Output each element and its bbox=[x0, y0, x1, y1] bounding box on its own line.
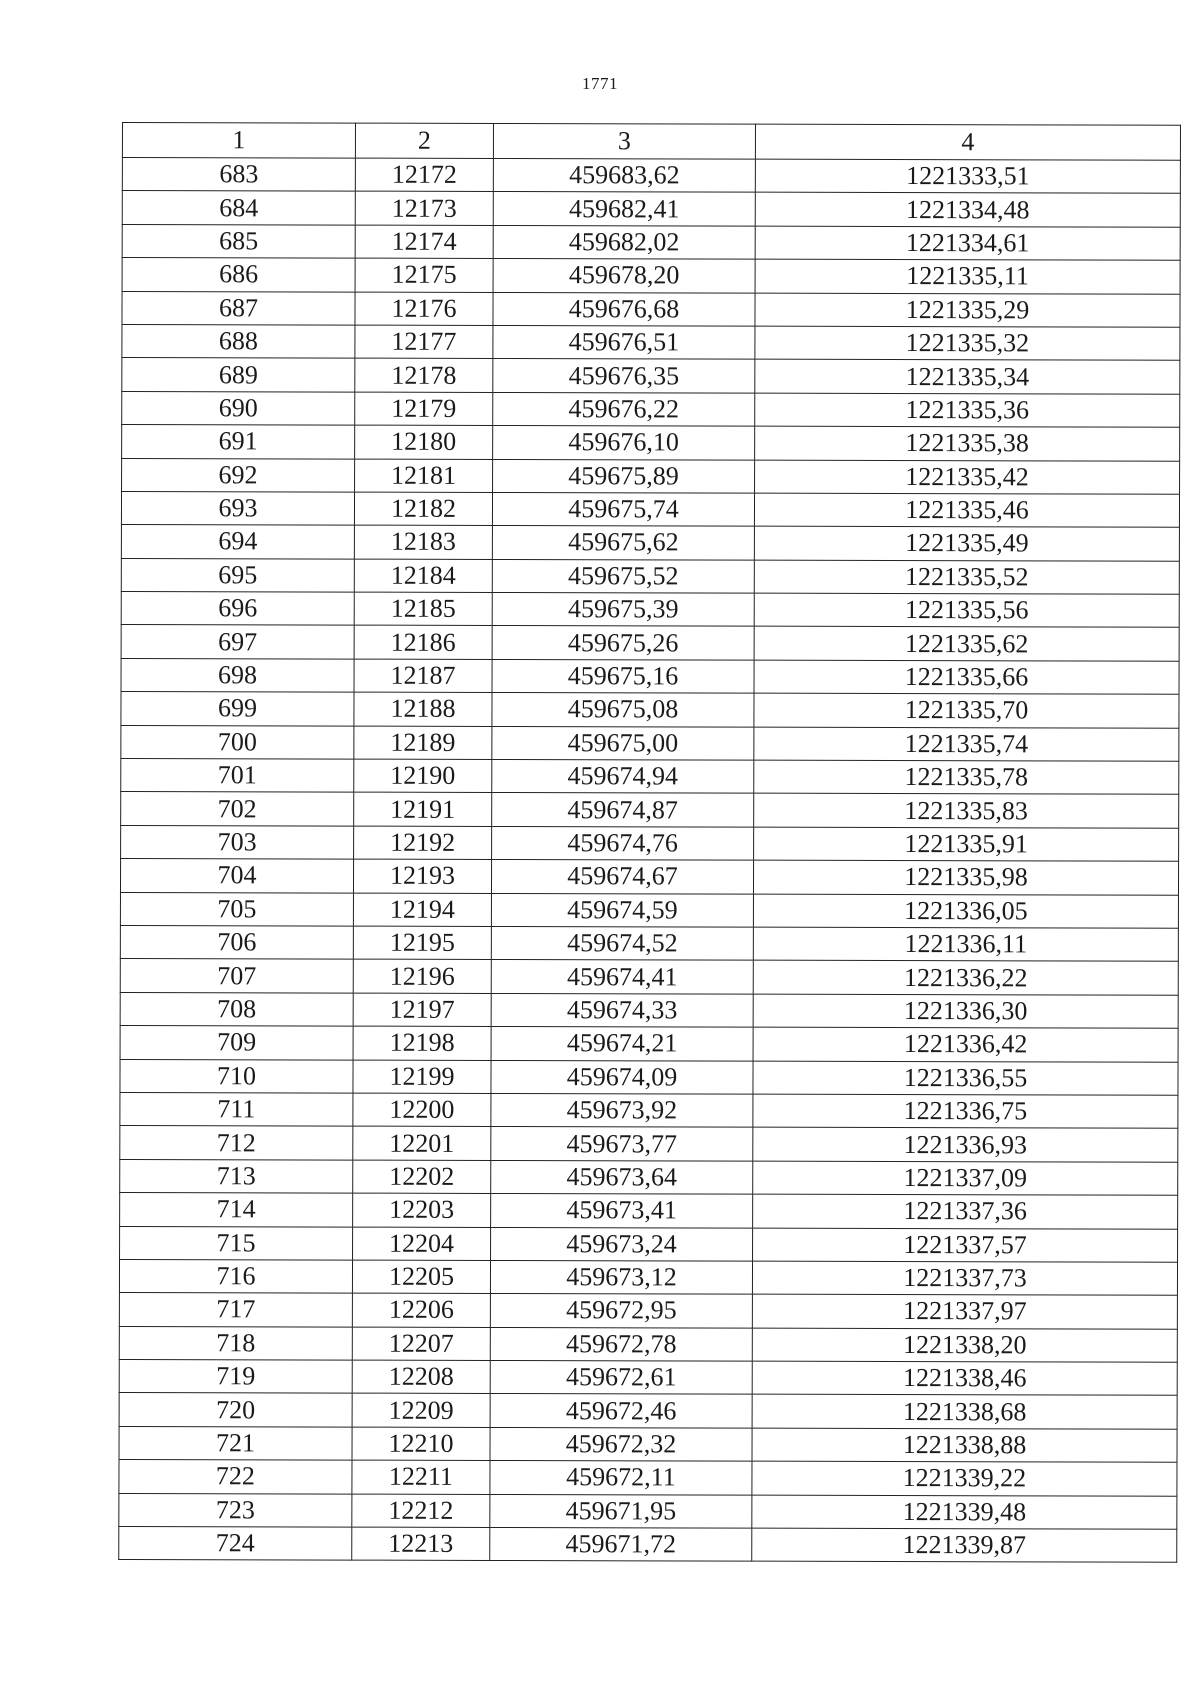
table-cell-col-2: 12210 bbox=[352, 1427, 490, 1461]
table-cell-col-4: 1221335,91 bbox=[754, 827, 1179, 862]
table-cell-col-3: 459673,12 bbox=[490, 1260, 752, 1294]
table-row bbox=[121, 625, 1179, 661]
table-cell-col-2: 12190 bbox=[354, 759, 492, 793]
coordinates-table bbox=[118, 122, 1181, 1563]
table-cell-col-1: 696 bbox=[121, 592, 354, 626]
column-header-3: 3 bbox=[493, 123, 755, 159]
table-row bbox=[119, 1360, 1177, 1396]
table-cell-col-1: 707 bbox=[120, 959, 353, 993]
table-cell-col-2: 12205 bbox=[352, 1260, 490, 1294]
table-cell-col-4: 1221335,78 bbox=[754, 760, 1179, 795]
table-cell-col-2: 12198 bbox=[353, 1026, 491, 1060]
table-cell-col-4: 1221336,75 bbox=[753, 1094, 1178, 1129]
table-row bbox=[120, 959, 1178, 995]
table-row bbox=[120, 992, 1178, 1028]
table-cell-col-1: 703 bbox=[121, 825, 354, 859]
table-cell-col-3: 459675,26 bbox=[492, 626, 754, 660]
table-cell-col-2: 12195 bbox=[353, 926, 491, 960]
table-cell-col-2: 12199 bbox=[353, 1060, 491, 1094]
table-cell-col-1: 684 bbox=[122, 191, 355, 225]
table-cell-col-1: 698 bbox=[121, 658, 354, 692]
table-row bbox=[122, 324, 1180, 360]
table-cell-col-2: 12208 bbox=[352, 1360, 490, 1394]
table-cell-col-3: 459674,52 bbox=[491, 926, 753, 960]
table-row bbox=[120, 1159, 1178, 1195]
table-cell-col-4: 1221335,52 bbox=[754, 560, 1179, 595]
table-cell-col-4: 1221335,83 bbox=[754, 794, 1179, 829]
table-cell-col-2: 12188 bbox=[354, 692, 492, 726]
table-cell-col-3: 459673,24 bbox=[491, 1227, 753, 1261]
table-cell-col-3: 459678,20 bbox=[493, 259, 755, 293]
table-cell-col-1: 709 bbox=[120, 1026, 353, 1060]
table-row bbox=[122, 425, 1180, 461]
header-row bbox=[122, 123, 1180, 161]
table-body bbox=[119, 158, 1181, 1563]
table-cell-col-4: 1221335,49 bbox=[754, 526, 1179, 561]
table-cell-col-4: 1221335,42 bbox=[755, 460, 1180, 495]
table-cell-col-4: 1221335,62 bbox=[754, 627, 1179, 662]
table-cell-col-2: 12213 bbox=[352, 1527, 490, 1561]
table-cell-col-4: 1221337,57 bbox=[753, 1228, 1178, 1263]
table-row bbox=[120, 1226, 1178, 1262]
table-cell-col-1: 708 bbox=[120, 992, 353, 1026]
table-cell-col-2: 12193 bbox=[353, 859, 491, 893]
table-cell-col-1: 702 bbox=[121, 792, 354, 826]
table-cell-col-4: 1221335,56 bbox=[754, 593, 1179, 628]
table-cell-col-4: 1221335,66 bbox=[754, 660, 1179, 695]
table-cell-col-3: 459672,78 bbox=[490, 1327, 752, 1361]
table-cell-col-1: 695 bbox=[121, 558, 354, 592]
table-cell-col-4: 1221335,29 bbox=[755, 293, 1180, 328]
table-cell-col-1: 720 bbox=[119, 1393, 352, 1427]
table-cell-col-2: 12200 bbox=[353, 1093, 491, 1127]
table-cell-col-2: 12177 bbox=[355, 325, 493, 359]
table-cell-col-1: 710 bbox=[120, 1059, 353, 1093]
table-row bbox=[120, 1092, 1178, 1128]
table-cell-col-1: 700 bbox=[121, 725, 354, 759]
table-cell-col-2: 12203 bbox=[353, 1193, 491, 1227]
table-row bbox=[122, 224, 1180, 260]
table-cell-col-2: 12197 bbox=[353, 993, 491, 1027]
table-cell-col-1: 719 bbox=[119, 1360, 352, 1394]
table-row bbox=[122, 458, 1180, 494]
table-row bbox=[119, 1326, 1177, 1362]
table-row bbox=[122, 358, 1180, 394]
page-number: 1771 bbox=[582, 74, 618, 93]
column-header-1: 1 bbox=[122, 123, 355, 159]
table-cell-col-4: 1221335,36 bbox=[755, 393, 1180, 428]
table-cell-col-2: 12183 bbox=[354, 525, 492, 559]
table-cell-col-1: 715 bbox=[120, 1226, 353, 1260]
table-cell-col-2: 12176 bbox=[355, 292, 493, 326]
table-row bbox=[121, 825, 1179, 861]
table-cell-col-1: 723 bbox=[119, 1493, 352, 1527]
table-cell-col-1: 691 bbox=[122, 425, 355, 459]
table-cell-col-3: 459674,94 bbox=[492, 760, 754, 794]
table-cell-col-2: 12194 bbox=[353, 893, 491, 927]
table-cell-col-2: 12186 bbox=[354, 626, 492, 660]
table-cell-col-4: 1221335,70 bbox=[754, 693, 1179, 728]
table-cell-col-1: 692 bbox=[122, 458, 355, 492]
table-cell-col-3: 459674,41 bbox=[491, 960, 753, 994]
table-row bbox=[121, 491, 1179, 527]
table-cell-col-2: 12175 bbox=[355, 258, 493, 292]
table-cell-col-3: 459673,92 bbox=[491, 1093, 753, 1127]
table-cell-col-4: 1221336,22 bbox=[753, 961, 1178, 996]
table-cell-col-2: 12212 bbox=[352, 1494, 490, 1528]
table-cell-col-3: 459675,08 bbox=[492, 693, 754, 727]
table-cell-col-3: 459676,68 bbox=[493, 292, 755, 326]
table-cell-col-3: 459671,95 bbox=[490, 1494, 752, 1528]
table-row bbox=[119, 1393, 1177, 1429]
table-cell-col-3: 459676,35 bbox=[493, 359, 755, 393]
table-cell-col-3: 459675,39 bbox=[492, 593, 754, 627]
table-row bbox=[122, 258, 1180, 294]
table-header bbox=[122, 123, 1180, 161]
table-cell-col-1: 693 bbox=[121, 491, 354, 525]
table-cell-col-2: 12206 bbox=[352, 1293, 490, 1327]
table-row bbox=[120, 1026, 1178, 1062]
table-row bbox=[121, 692, 1179, 728]
table-cell-col-4: 1221338,20 bbox=[752, 1328, 1177, 1363]
table-cell-col-1: 711 bbox=[120, 1092, 353, 1126]
table-cell-col-1: 722 bbox=[119, 1460, 352, 1494]
table-cell-col-4: 1221337,09 bbox=[753, 1161, 1178, 1196]
table-cell-col-3: 459672,11 bbox=[490, 1461, 752, 1495]
table-cell-col-2: 12196 bbox=[353, 959, 491, 993]
table-cell-col-4: 1221337,36 bbox=[753, 1194, 1178, 1229]
table-row bbox=[120, 1059, 1178, 1095]
table-cell-col-4: 1221338,68 bbox=[752, 1395, 1177, 1430]
table-cell-col-3: 459674,67 bbox=[491, 860, 753, 894]
table-cell-col-1: 705 bbox=[120, 892, 353, 926]
table-row bbox=[119, 1426, 1177, 1462]
table-cell-col-3: 459683,62 bbox=[493, 158, 755, 192]
table-cell-col-3: 459675,00 bbox=[492, 726, 754, 760]
table-cell-col-2: 12180 bbox=[355, 425, 493, 459]
table-cell-col-1: 690 bbox=[122, 391, 355, 425]
table-row bbox=[121, 525, 1179, 561]
table-cell-col-3: 459674,21 bbox=[491, 1027, 753, 1061]
table-cell-col-4: 1221335,38 bbox=[755, 426, 1180, 461]
table-row bbox=[120, 1193, 1178, 1229]
table-cell-col-2: 12201 bbox=[353, 1126, 491, 1160]
table-cell-col-1: 687 bbox=[122, 291, 355, 325]
column-header-2: 2 bbox=[355, 123, 493, 158]
table-cell-col-1: 712 bbox=[120, 1126, 353, 1160]
table-cell-col-4: 1221336,93 bbox=[753, 1127, 1178, 1162]
table-row bbox=[122, 291, 1180, 327]
table-row bbox=[121, 592, 1179, 628]
table-cell-col-3: 459672,95 bbox=[490, 1294, 752, 1328]
table-cell-col-3: 459673,41 bbox=[491, 1194, 753, 1228]
table-cell-col-3: 459672,46 bbox=[490, 1394, 752, 1428]
table-cell-col-2: 12185 bbox=[354, 592, 492, 626]
table-cell-col-1: 714 bbox=[120, 1193, 353, 1227]
table-cell-col-4: 1221335,98 bbox=[753, 860, 1178, 895]
table-cell-col-2: 12202 bbox=[353, 1160, 491, 1194]
table-cell-col-3: 459672,61 bbox=[490, 1361, 752, 1395]
table-cell-col-3: 459672,32 bbox=[490, 1427, 752, 1461]
table-cell-col-2: 12209 bbox=[352, 1394, 490, 1428]
table-cell-col-3: 459675,62 bbox=[492, 526, 754, 560]
table-cell-col-3: 459674,59 bbox=[491, 893, 753, 927]
table-cell-col-4: 1221335,34 bbox=[755, 360, 1180, 395]
table-cell-col-4: 1221336,30 bbox=[753, 994, 1178, 1029]
table-cell-col-1: 694 bbox=[121, 525, 354, 559]
table-cell-col-3: 459674,76 bbox=[492, 826, 754, 860]
table-row bbox=[122, 158, 1180, 194]
table-row bbox=[120, 859, 1178, 895]
table-cell-col-4: 1221336,42 bbox=[753, 1027, 1178, 1062]
table-cell-col-4: 1221335,32 bbox=[755, 326, 1180, 361]
table-row bbox=[120, 1126, 1178, 1162]
table-cell-col-4: 1221336,05 bbox=[753, 894, 1178, 929]
table-cell-col-1: 697 bbox=[121, 625, 354, 659]
table-row bbox=[119, 1493, 1177, 1529]
table-cell-col-3: 459682,02 bbox=[493, 225, 755, 259]
table-row bbox=[120, 925, 1178, 961]
table-cell-col-2: 12207 bbox=[352, 1327, 490, 1361]
table-row bbox=[122, 391, 1180, 427]
table-row bbox=[121, 558, 1179, 594]
table-cell-col-1: 699 bbox=[121, 692, 354, 726]
table-cell-col-4: 1221335,11 bbox=[755, 259, 1180, 294]
table-row bbox=[119, 1527, 1177, 1563]
table-row bbox=[121, 658, 1179, 694]
table-cell-col-2: 12182 bbox=[354, 492, 492, 526]
table-cell-col-2: 12174 bbox=[355, 225, 493, 259]
table-cell-col-3: 459675,89 bbox=[493, 459, 755, 493]
table-row bbox=[119, 1293, 1177, 1329]
column-header-4: 4 bbox=[755, 124, 1180, 160]
table-cell-col-3: 459673,64 bbox=[491, 1160, 753, 1194]
table-row bbox=[119, 1460, 1177, 1496]
table-row bbox=[121, 759, 1179, 795]
table-cell-col-1: 706 bbox=[120, 925, 353, 959]
table-cell-col-1: 683 bbox=[122, 158, 355, 192]
table-row bbox=[122, 191, 1180, 227]
table-cell-col-1: 721 bbox=[119, 1426, 352, 1460]
table-cell-col-4: 1221339,87 bbox=[752, 1528, 1177, 1563]
table-cell-col-2: 12187 bbox=[354, 659, 492, 693]
table-cell-col-3: 459675,16 bbox=[492, 659, 754, 693]
table-row bbox=[119, 1259, 1177, 1295]
table-cell-col-4: 1221335,74 bbox=[754, 727, 1179, 762]
table-cell-col-2: 12189 bbox=[354, 726, 492, 760]
table-cell-col-2: 12191 bbox=[354, 793, 492, 827]
table-cell-col-4: 1221336,55 bbox=[753, 1061, 1178, 1096]
table-cell-col-1: 686 bbox=[122, 258, 355, 292]
table-cell-col-1: 716 bbox=[119, 1259, 352, 1293]
table-cell-col-4: 1221336,11 bbox=[753, 927, 1178, 962]
table-cell-col-1: 713 bbox=[120, 1159, 353, 1193]
table-cell-col-2: 12179 bbox=[355, 392, 493, 426]
table-cell-col-4: 1221337,73 bbox=[752, 1261, 1177, 1296]
table-cell-col-1: 704 bbox=[120, 859, 353, 893]
table-cell-col-4: 1221339,48 bbox=[752, 1495, 1177, 1530]
table-cell-col-3: 459674,87 bbox=[492, 793, 754, 827]
table-cell-col-4: 1221338,88 bbox=[752, 1428, 1177, 1463]
table-cell-col-4: 1221339,22 bbox=[752, 1461, 1177, 1496]
table-cell-col-4: 1221337,97 bbox=[752, 1294, 1177, 1329]
table-cell-col-2: 12192 bbox=[354, 826, 492, 860]
table-cell-col-1: 685 bbox=[122, 224, 355, 258]
table-cell-col-3: 459676,10 bbox=[493, 426, 755, 460]
table-cell-col-1: 718 bbox=[119, 1326, 352, 1360]
table-cell-col-4: 1221338,46 bbox=[752, 1361, 1177, 1396]
table-cell-col-3: 459674,33 bbox=[491, 993, 753, 1027]
table-cell-col-2: 12178 bbox=[355, 358, 493, 392]
table-row bbox=[121, 725, 1179, 761]
table-row bbox=[120, 892, 1178, 928]
table-cell-col-1: 701 bbox=[121, 759, 354, 793]
table-cell-col-3: 459674,09 bbox=[491, 1060, 753, 1094]
table-row bbox=[121, 792, 1179, 828]
table-cell-col-2: 12173 bbox=[355, 192, 493, 226]
table-cell-col-4: 1221334,61 bbox=[755, 226, 1180, 261]
table-cell-col-4: 1221334,48 bbox=[755, 193, 1180, 228]
table-cell-col-3: 459671,72 bbox=[490, 1527, 752, 1561]
table-cell-col-3: 459675,74 bbox=[492, 492, 754, 526]
table-cell-col-3: 459673,77 bbox=[491, 1127, 753, 1161]
table-cell-col-3: 459675,52 bbox=[492, 559, 754, 593]
table-cell-col-1: 724 bbox=[119, 1527, 352, 1561]
table-cell-col-3: 459682,41 bbox=[493, 192, 755, 226]
table-cell-col-1: 717 bbox=[119, 1293, 352, 1327]
table-cell-col-4: 1221333,51 bbox=[755, 159, 1180, 194]
table-cell-col-1: 688 bbox=[122, 324, 355, 358]
table-cell-col-2: 12204 bbox=[353, 1227, 491, 1261]
table-cell-col-2: 12181 bbox=[355, 459, 493, 493]
table-cell-col-3: 459676,51 bbox=[493, 325, 755, 359]
table-cell-col-3: 459676,22 bbox=[493, 392, 755, 426]
table-cell-col-2: 12184 bbox=[354, 559, 492, 593]
table-cell-col-2: 12172 bbox=[355, 158, 493, 192]
table-cell-col-2: 12211 bbox=[352, 1460, 490, 1494]
table-cell-col-1: 689 bbox=[122, 358, 355, 392]
table-cell-col-4: 1221335,46 bbox=[754, 493, 1179, 528]
